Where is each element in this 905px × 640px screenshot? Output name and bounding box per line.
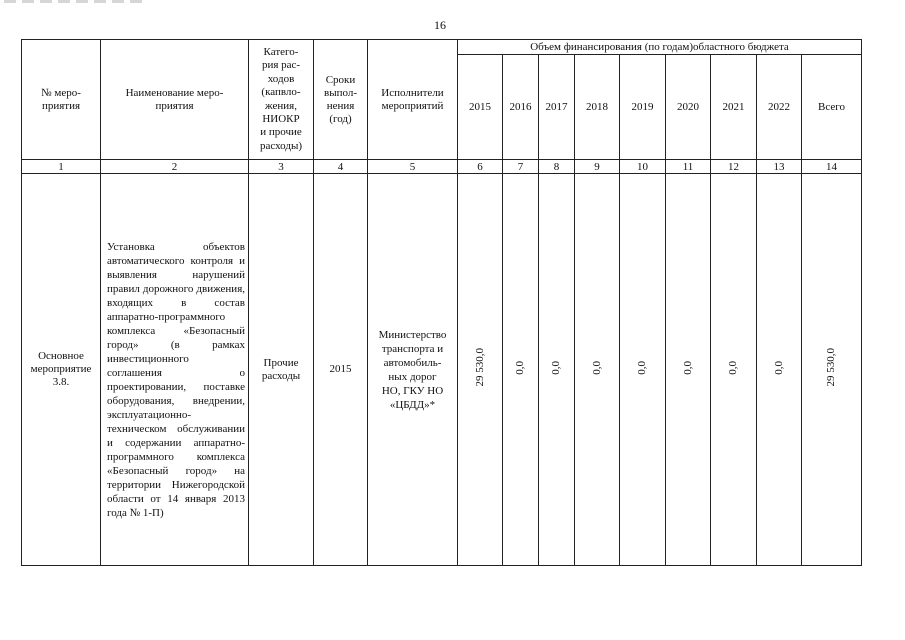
value-2018: 0,0 bbox=[590, 360, 603, 375]
value-2015: 29 530,0 bbox=[473, 348, 486, 387]
value-total: 29 530,0 bbox=[825, 348, 837, 387]
column-number: 8 bbox=[539, 160, 575, 174]
header-year: 2021 bbox=[711, 55, 757, 160]
header-executors: Исполнители мероприятий bbox=[368, 40, 458, 160]
column-number: 9 bbox=[575, 160, 620, 174]
row-period: 2015 bbox=[314, 174, 368, 566]
row-number: Основное мероприятие 3.8. bbox=[22, 174, 101, 566]
header-year: 2015 bbox=[458, 55, 503, 160]
value-cell bbox=[802, 174, 862, 566]
table-row bbox=[22, 174, 862, 566]
header-year: 2018 bbox=[575, 55, 620, 160]
value-2020: 0,0 bbox=[681, 360, 694, 375]
funding-table bbox=[21, 39, 862, 566]
row-executors: Министерство транспорта и автомобиль- ных дорог НО, ГКУ НО «ЦБДД»* bbox=[368, 174, 458, 566]
column-number: 6 bbox=[458, 160, 503, 174]
row-category: Прочие расходы bbox=[249, 174, 314, 566]
column-number: 3 bbox=[249, 160, 314, 174]
header-number: № меро- приятия bbox=[22, 40, 101, 160]
column-number: 5 bbox=[368, 160, 458, 174]
value-cell bbox=[458, 174, 503, 566]
column-number: 10 bbox=[620, 160, 666, 174]
header-year: 2022 bbox=[757, 55, 802, 160]
column-number: 11 bbox=[666, 160, 711, 174]
page-number: 16 bbox=[434, 18, 446, 32]
value-cell bbox=[711, 174, 757, 566]
column-number: 1 bbox=[22, 160, 101, 174]
column-number: 4 bbox=[314, 160, 368, 174]
header-year: 2017 bbox=[539, 55, 575, 160]
header-name: Наименование меро- приятия bbox=[101, 40, 249, 160]
value-2021: 0,0 bbox=[727, 360, 739, 375]
header-category: Катего- рия рас- ходов (капвло- жения, НИОКР и прочие расходы) bbox=[249, 40, 314, 160]
column-number: 7 bbox=[503, 160, 539, 174]
value-2022: 0,0 bbox=[772, 360, 785, 375]
row-name: Установка объектов автоматического контроля и выявления нарушений правил дорожного движения, входящих в состав аппаратно-программного комплекса «Безопасный город» (в рамках инвестиционного соглашения о проектировании, поставке оборудования, внедрении, эксплуатационно-техническом обслуживании и содержании аппаратно-программного комплекса «Безопасный город» на территории Нижегородской области от 14 января 2013 года № 1-П) bbox=[101, 174, 249, 566]
value-cell bbox=[539, 174, 575, 566]
value-2017: 0,0 bbox=[550, 360, 562, 375]
column-number: 2 bbox=[101, 160, 249, 174]
header-year: 2020 bbox=[666, 55, 711, 160]
value-cell bbox=[503, 174, 539, 566]
value-cell bbox=[666, 174, 711, 566]
value-cell bbox=[575, 174, 620, 566]
column-numbers-row bbox=[22, 160, 862, 174]
scan-artifact bbox=[4, 0, 144, 3]
column-number: 12 bbox=[711, 160, 757, 174]
value-cell bbox=[757, 174, 802, 566]
column-number: 14 bbox=[802, 160, 862, 174]
column-number: 13 bbox=[757, 160, 802, 174]
header-funding: Объем финансирования (по годам)областного бюджета bbox=[458, 40, 862, 55]
value-2016: 0,0 bbox=[514, 360, 526, 375]
value-2019: 0,0 bbox=[636, 360, 648, 375]
header-period: Сроки выпол- нения (год) bbox=[314, 40, 368, 160]
header-year: 2019 bbox=[620, 55, 666, 160]
header-total: Всего bbox=[802, 55, 862, 160]
header-year: 2016 bbox=[503, 55, 539, 160]
value-cell bbox=[620, 174, 666, 566]
